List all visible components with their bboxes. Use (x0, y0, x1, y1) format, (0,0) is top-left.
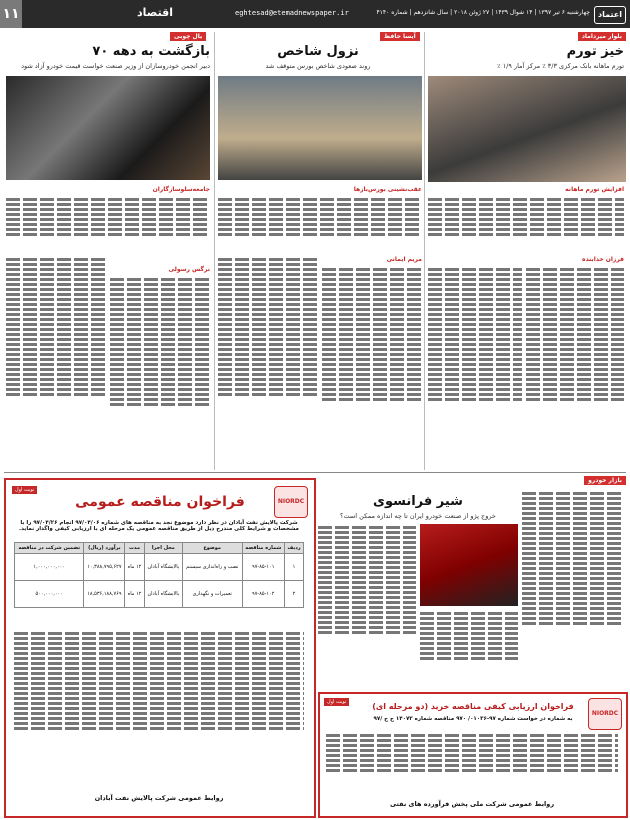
table-cell: ۱۸,۵۳۶,۱۸۸,۷۶۹ (84, 581, 125, 608)
ad-title: فراخوان مناقصه عمومی (75, 494, 245, 510)
photo-stock-exchange (218, 76, 422, 180)
table-header-cell: مدت (125, 543, 145, 554)
ad-footer: روابط عمومی شرکت پالایش نفت آبادان (94, 794, 224, 802)
table-header-cell: موضوع (182, 543, 242, 554)
column-divider (424, 32, 425, 470)
subhead-car: دبیر انجمن خودروسازان از وزیر صنعت خواست قیمت خودرو آزاد شود (21, 62, 210, 70)
headline-stock: نزول شاخص (277, 44, 359, 59)
niordc-seal-icon: NIORDC (274, 486, 308, 518)
table-row (15, 581, 304, 608)
section-divider (4, 472, 626, 473)
table-header-cell: برآورد (ریال) (84, 543, 125, 554)
box-head-left-2: نرگس رسولی (168, 266, 210, 273)
ad-title: فراخوان ارزیابی کیفی مناقصه خرید (دو مرحله ای) (372, 702, 574, 711)
box-head-middle-2: مریم ایمانی (386, 256, 422, 263)
box-head-middle-1: عقب‌نشینی بورس‌بازها (353, 186, 422, 193)
subhead-peugeot: خروج پژو از صنعت خودرو ایران تا چه اندازه ممکن است؟ (340, 512, 496, 520)
photo-car-showroom (6, 76, 210, 180)
newspaper-logo: اعتماد (594, 6, 626, 24)
body-text-right-2 (526, 266, 624, 462)
ad-footer: روابط عمومی شرکت ملی پخش فرآورده های نفتی (389, 800, 555, 808)
headline-car: بازگشت به دهه ۷۰ (92, 44, 210, 59)
body-text-right-3 (428, 266, 522, 462)
table-cell: ۱۲ ماه (125, 581, 145, 608)
body-text-middle-3 (218, 256, 318, 462)
niordc-seal-icon: NIORDC (588, 698, 622, 730)
page-number: ۱۱ (0, 0, 22, 28)
body-text-left-1 (6, 196, 210, 252)
column-divider (214, 32, 215, 470)
body-text-right-1 (428, 196, 624, 252)
headline-peugeot: شیر فرانسوی (373, 494, 463, 509)
tag-bottom: بازار خودرو (584, 476, 626, 485)
subhead-inflation: تورم ماهانه بانک مرکزی ۳/۳ ٪ مرکز آمار ۱/۹ ٪ (497, 62, 624, 70)
body-text-bottom-2 (318, 524, 416, 690)
photo-red-car (420, 524, 518, 606)
tender-ad (4, 478, 316, 818)
body-text-left-2 (110, 276, 210, 462)
photo-shoppers (428, 76, 626, 182)
ad-body-text (14, 630, 304, 782)
section-title: اقتصاد (136, 6, 174, 19)
table-header-cell: ردیف (285, 543, 304, 554)
box-head-left-1: جامعه‌سلوسازگاران (152, 186, 210, 193)
table-cell: پالایشگاه آبادان (144, 581, 182, 608)
table-row (15, 554, 304, 581)
headline-inflation: خیز تورم (566, 44, 624, 59)
table-cell: نصب و راه‌اندازی سیستم (182, 554, 242, 581)
ad-body-text (326, 732, 618, 794)
tender-table (14, 542, 304, 608)
table-header-cell: تضمین شرکت در مناقصه (15, 543, 84, 554)
box-head-right-2: فرزان خدابنده (582, 256, 624, 263)
table-cell: ۱۲ ماه (125, 554, 145, 581)
table-body (15, 554, 304, 608)
table-cell: ۱,۰۰۰,۰۰۰,۰۰۰ (15, 554, 84, 581)
box-head-right-1: افزایش تورم ماهانه (565, 186, 624, 193)
page-header (0, 0, 630, 28)
table-header-cell: شماره مناقصه (242, 543, 285, 554)
table-cell: تعمیرات و نگهداری (182, 581, 242, 608)
table-cell: ۱ (285, 554, 304, 581)
ad-subtitle: به شماره در خواست شماره ۹۷-۰۱۰۳۶/ ۹۷۰ مناقصه شماره ۱۴۰۷۳ ج ج /۹۷ (373, 716, 573, 722)
table-cell: ۹۷-۸۵-۱۰۲ (242, 581, 285, 608)
ad-subtitle: شرکت پالایش نفت آبادان در نظر دارد موضوع نجد به مناقصه های شماره ۹۷/۰۴/۰۶ انجام ۹۷/۰۴/۲۶ را با مشخصات و شرایط کلی مندرج ذیل از طریق مناقصه عمومی یک مرحله ای با ارزیابی کیفی واگذار نماید. (19, 520, 299, 532)
tag-left: یال چوبی (170, 32, 206, 41)
body-text-middle-2 (322, 266, 422, 462)
table-cell: پالایشگاه آبادان (144, 554, 182, 581)
body-text-middle-1 (218, 196, 422, 252)
table-cell: ۹۷-۸۵-۱۰۱ (242, 554, 285, 581)
table-header-row (15, 543, 304, 554)
quality-ad (318, 692, 628, 818)
tag-middle: آیسا حافظ (380, 32, 420, 41)
subhead-stock: روند صعودی شاخص بورس متوقف شد (265, 62, 371, 70)
date-line: چهارشنبه ۶ تیر ۱۳۹۷ | ۱۴ شوال ۱۴۳۹ | ۲۷ ژوئن ۲۰۱۸ | سال شانزدهم | شماره ۴۱۴۰ (376, 9, 590, 16)
ad-badge: نوبت اول (12, 486, 37, 494)
section-email[interactable]: eghtesad@etemadnewspaper.ir (235, 9, 349, 17)
table-cell: ۵۰۰,۰۰۰,۰۰۰ (15, 581, 84, 608)
table-header-cell: محل اجرا (144, 543, 182, 554)
tag-right: بلوار میرداماد (578, 32, 626, 41)
body-text-bottom-1 (522, 490, 624, 690)
body-text-bottom-3 (420, 610, 518, 690)
body-text-left-3 (6, 256, 106, 462)
table-cell: ۱۰,۳۸۸,۷۹۵,۶۲۷ (84, 554, 125, 581)
ad-badge: نوبت اول (324, 698, 349, 706)
table-cell: ۲ (285, 581, 304, 608)
